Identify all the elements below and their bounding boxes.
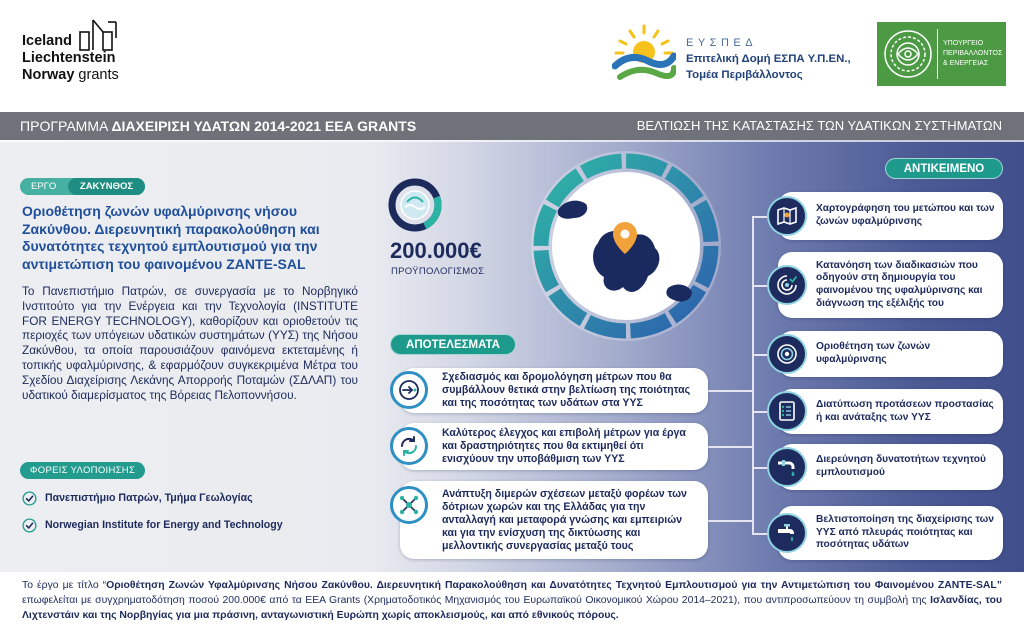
header bbox=[0, 0, 1024, 112]
main-top-divider bbox=[0, 140, 1024, 142]
target-zone-icon bbox=[767, 334, 807, 374]
budget-water-icon bbox=[388, 178, 442, 232]
objective-card bbox=[778, 252, 1003, 318]
refresh-cycle-icon bbox=[390, 427, 428, 465]
result-card bbox=[400, 481, 708, 559]
planning-arrows-icon bbox=[390, 371, 428, 409]
program-banner bbox=[0, 112, 1024, 140]
objective-text: Διατύπωση προτάσεων προστασίας ή και ανάταξης των ΥΥΣ bbox=[816, 398, 994, 423]
connector bbox=[708, 520, 752, 522]
result-card bbox=[400, 368, 708, 413]
objective-card bbox=[778, 331, 1003, 377]
footer-project-title: Οριοθέτηση Ζωνών Υφαλμύρινσης Νήσου Ζακύνθου. Διερευνητική Παρακολούθηση και Δυνατότητες Τεχνητού Εμπλουτισμού για την Αντιμετώπιση του Φαινομένου ZANTE-SAL” bbox=[106, 580, 1002, 591]
footer bbox=[0, 572, 1024, 640]
connector bbox=[708, 390, 752, 392]
connector bbox=[752, 354, 768, 356]
program-name: ΔΙΑΧΕΙΡΙΣΗ ΥΔΑΤΩΝ 2014-2021 EEA GRANTS bbox=[111, 118, 417, 134]
objective-card bbox=[778, 192, 1003, 240]
objective-text: Κατανόηση των διαδικασιών που οδηγούν στη δημιουργία του φαινομένου της υφαλμύρινσης και διάγνωση της εξέλιξής του bbox=[816, 259, 983, 309]
connector bbox=[752, 533, 768, 535]
result-card bbox=[400, 423, 708, 470]
footer-text-2: επωφελείται με συγχρηματοδότηση ποσού 200.000€ από τα EEA Grants (Χρηματοδοτικός Μηχανισμός του Ευρωπαϊκού Οικονομικού Χώρου 2014–2021), που αντιπροσωπεύουν τη συμβολή της bbox=[22, 595, 931, 606]
ministry-separator bbox=[937, 29, 938, 79]
eea-line-3 bbox=[22, 67, 119, 84]
ministry-line-2: ΠΕΡΙΒΑΛΛΟΝΤΟΣ bbox=[943, 50, 1003, 57]
objective-text: Οριοθέτηση των ζωνών υφαλμύρινσης bbox=[816, 341, 931, 365]
eyspeed-line-2: Τομέα Περιβάλλοντος bbox=[686, 69, 803, 81]
ministry-line-1: ΥΠΟΥΡΓΕΙΟ bbox=[943, 40, 984, 47]
connector bbox=[708, 446, 752, 448]
program-prefix: ΠΡΟΓΡΑΜΜΑ bbox=[20, 118, 108, 134]
eyspeed-line-1: Επιτελική Δομή ΕΣΠΑ Υ.Π.ΕΝ., bbox=[686, 53, 851, 65]
connector bbox=[752, 467, 768, 469]
footer-text-1: Το έργο με τίτλο “ bbox=[22, 580, 107, 591]
results-label: ΑΠΟΤΕΛΕΣΜΑΤΑ bbox=[390, 334, 516, 355]
result-text: Σχεδιασμός και δρομολόγηση μέτρων που θα συμβάλλουν θετικά στην βελτίωση της ποιότητας και της ποσότητας των υδάτων στα ΥΥΣ bbox=[442, 371, 691, 409]
partner-item bbox=[22, 490, 253, 506]
project-title: Οριοθέτηση ζωνών υφαλμύρινσης νήσου Ζακύνθου. Διερευνητική παρακολούθηση και δυνατότητες τεχνητού εμπλουτισμού για την αντιμετώπιση του φαινομένου ZANTE-SAL bbox=[22, 203, 320, 272]
program-title bbox=[20, 112, 416, 140]
objectives-label: ΑΝΤΙΚΕΙΜΕΝΟ bbox=[885, 158, 1003, 179]
objective-text: Βελτιστοποίηση της διαχείρισης των ΥΥΣ από πλευράς ποιότητας και ποσότητας υδάτων bbox=[816, 514, 994, 551]
ministry-emblem-icon bbox=[882, 28, 934, 80]
footer-donor-countries: Ισλανδίας, του Λιχτενστάιν και της Νορβηγίας για μια πράσινη, ανταγωνιστική Ευρώπη χωρίς αποκλεισμούς, και από εθνικούς πόρους. bbox=[22, 595, 1002, 621]
water-tap-icon bbox=[767, 513, 807, 553]
connector-vertical bbox=[752, 216, 754, 533]
eyspeed-sun-logo-icon bbox=[612, 22, 676, 86]
eea-line-3-regular: grants bbox=[78, 67, 119, 83]
island-map-circle bbox=[528, 148, 724, 344]
objective-text: Χαρτογράφηση του μετώπου και των ζωνών υφαλμύρινσης bbox=[816, 203, 995, 227]
partner-name: Norwegian Institute for Energy and Technology bbox=[45, 519, 283, 531]
partner-name: Πανεπιστήμιο Πατρών, Τμήμα Γεωλογίας bbox=[45, 492, 253, 504]
eea-grants-logo-icon bbox=[78, 18, 120, 54]
objective-card bbox=[778, 444, 1003, 490]
ministry-logo bbox=[877, 22, 1006, 86]
map-icon bbox=[767, 196, 807, 236]
connector bbox=[752, 411, 768, 413]
objective-card bbox=[778, 389, 1003, 434]
result-text: Ανάπτυξη διμερών σχέσεων μεταξύ φορέων των δότριων χωρών και της Ελλάδας για την ανταλλαγή και μεταφορά γνώσης και εμπειριών και για την ενίσχυση της δικτύωσης και μελλοντικής συνεργασίας μεταξύ τους bbox=[442, 487, 687, 552]
footer-funding-text bbox=[22, 578, 1002, 623]
partner-item bbox=[22, 517, 283, 533]
check-circle-icon bbox=[22, 518, 37, 533]
ministry-name bbox=[943, 39, 1002, 69]
eea-line-3-bold: Norway bbox=[22, 67, 75, 83]
partners-label: ΦΟΡΕΙΣ ΥΛΟΠΟΙΗΣΗΣ bbox=[20, 462, 145, 479]
budget-label: ΠΡΟΫΠΟΛΟΓΙΣΜΟΣ bbox=[391, 266, 485, 277]
check-circle-icon bbox=[22, 491, 37, 506]
project-tag-label: ΕΡΓΟ bbox=[31, 181, 57, 192]
budget-amount: 200.000€ bbox=[390, 238, 482, 263]
project-tag bbox=[20, 178, 145, 195]
project-tag-value: ΖΑΚΥΝΘΟΣ bbox=[68, 178, 145, 195]
project-description: Το Πανεπιστήμιο Πατρών, σε συνεργασία με το Νορβηγικό Ινστιτούτο για την Ενέργεια και την Τεχνολογία (INSTITUTE FOR ENERGY TECHNOLOGY), καθορίζουν και οριοθετούν τις περιοχές των υπόγειων υδατικών συστημάτων (ΥΥΣ) της Νήσου Ζακύνθου, τα οποία παρουσιάζουν φαινόμενα εκτεταμένης ή τοπικής υφαλμύρινσης, & εφαρμόζουν συγκεκριμένα Μέτρα του Σχεδίου Διαχείρισης Λεκάνης Απορροής Ποταμών (ΣΔΛΑΠ) του υδατικού διαμερίσματος της Βόρειας Πελοποννήσου. bbox=[22, 284, 358, 402]
water-pipe-icon bbox=[767, 447, 807, 487]
ministry-line-3: & ΕΝΕΡΓΕΙΑΣ bbox=[943, 60, 989, 67]
handshake-network-icon bbox=[390, 486, 428, 524]
eea-line-2: Liechtenstein bbox=[22, 50, 116, 66]
eyspeed-acronym: ΕΥΣΠΕΔ bbox=[686, 37, 758, 49]
objective-text: Διερεύνηση δυνατοτήτων τεχνητού εμπλουτισμού bbox=[816, 454, 986, 478]
document-checklist-icon bbox=[767, 391, 807, 431]
program-goal: ΒΕΛΤΙΩΣΗ ΤΗΣ ΚΑΤΑΣΤΑΣΗΣ ΤΩΝ ΥΔΑΤΙΚΩΝ ΣΥΣΤΗΜΑΤΩΝ bbox=[636, 118, 1002, 133]
target-radar-icon bbox=[767, 265, 807, 305]
connector bbox=[752, 216, 768, 218]
eea-line-1: Iceland bbox=[22, 33, 72, 49]
objective-card bbox=[778, 506, 1003, 560]
connector bbox=[752, 285, 768, 287]
result-text: Καλύτερος έλεγχος και επιβολή μέτρων για έργα και δραστηριότητες που θα εκτιμηθεί ότι ενισχύουν την υποβάθμιση των ΥΥΣ bbox=[442, 427, 686, 465]
